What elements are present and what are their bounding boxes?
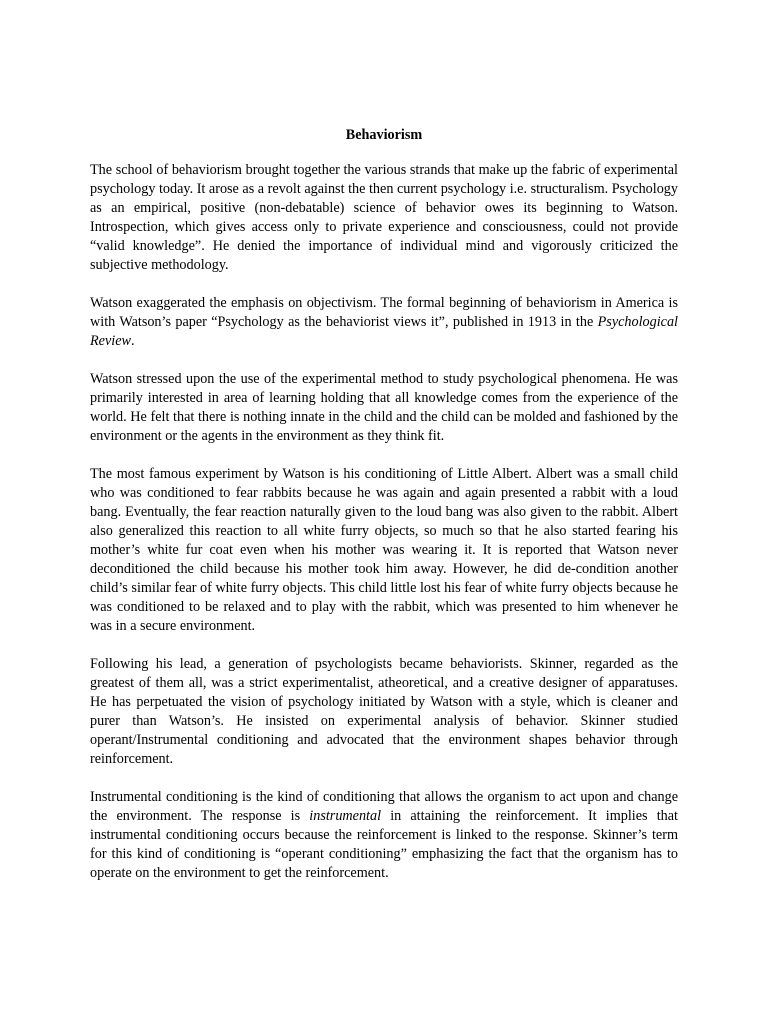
paragraph-skinner: Following his lead, a generation of psychologists became behaviorists. Skinner, regarded as the greatest of them all, was a strict experimentalist, atheoretical, and a creative designer of apparatuses. He has perpetuated the vision of psychology initiated by Watson with a style, which is cleaner and purer than Watson’s. He insisted on experimental analysis of behavior. Skinner studied operant/Instrumental conditioning and advocated that the environment shapes behavior through reinforcement. [90, 656, 678, 767]
paragraph-little-albert: The most famous experiment by Watson is his conditioning of Little Albert. Albert was a small child who was conditioned to fear rabbits because he was again and again presented a rabbit with a loud bang. Eventually, the fear reaction naturally given to the loud bang was also given to the rabbit. Albert also generalized this reaction to all white furry objects, so much so that he also started fearing his mother’s white fur coat even when his mother was wearing it. It is reported that Watson never deconditioned the child because his mother took him away. However, he did de-condition another child’s similar fear of white furry objects. This child little lost his fear of white furry objects because he was conditioned to be relaxed and to play with the rabbit, which was presented to him whenever he was in a secure environment. [90, 466, 678, 634]
paragraph-objectivism [90, 294, 678, 351]
journal-title: Psychological Review [90, 314, 678, 349]
paragraph-instrumental-end: in attaining the reinforcement. It implies that instrumental conditioning occurs because the reinforcement is linked to the response. Skinner’s term for this kind of conditioning is “operant conditioning” emphasizing the fact that the organism has to operate on the environment to get the reinforcement. [90, 808, 678, 881]
paragraph-experimental-method: Watson stressed upon the use of the experimental method to study psychological phenomena. He was primarily interested in area of learning holding that all knowledge comes from the experience of the world. He felt that there is nothing innate in the child and the child can be molded and fashioned by the environment or the agents in the environment as they think fit. [90, 371, 678, 444]
paragraph-intro: The school of behaviorism brought together the various strands that make up the fabric of experimental psychology today. It arose as a revolt against the then current psychology i.e. structuralism. Psychology as an empirical, positive (non-debatable) science of behavior owes its beginning to Watson. Introspection, which gives access only to private experience and consciousness, could not provide “valid knowledge”. He denied the importance of individual mind and vigorously criticized the subjective methodology. [90, 162, 678, 273]
paragraph-objectivism-end: . [130, 333, 135, 349]
paragraph-instrumental-start: Instrumental conditioning is the kind of conditioning that allows the organism to act upon and change the environment. The response is [90, 789, 678, 824]
document-title: Behaviorism [345, 127, 423, 143]
instrumental-term: instrumental [309, 808, 382, 824]
document-page [90, 126, 678, 883]
paragraph-instrumental-conditioning [90, 788, 678, 883]
paragraph-objectivism-text: Watson exaggerated the emphasis on objectivism. The formal beginning of behaviorism in America is with Watson’s paper “Psychology as the behaviorist views it”, published in 1913 in the [90, 295, 678, 330]
